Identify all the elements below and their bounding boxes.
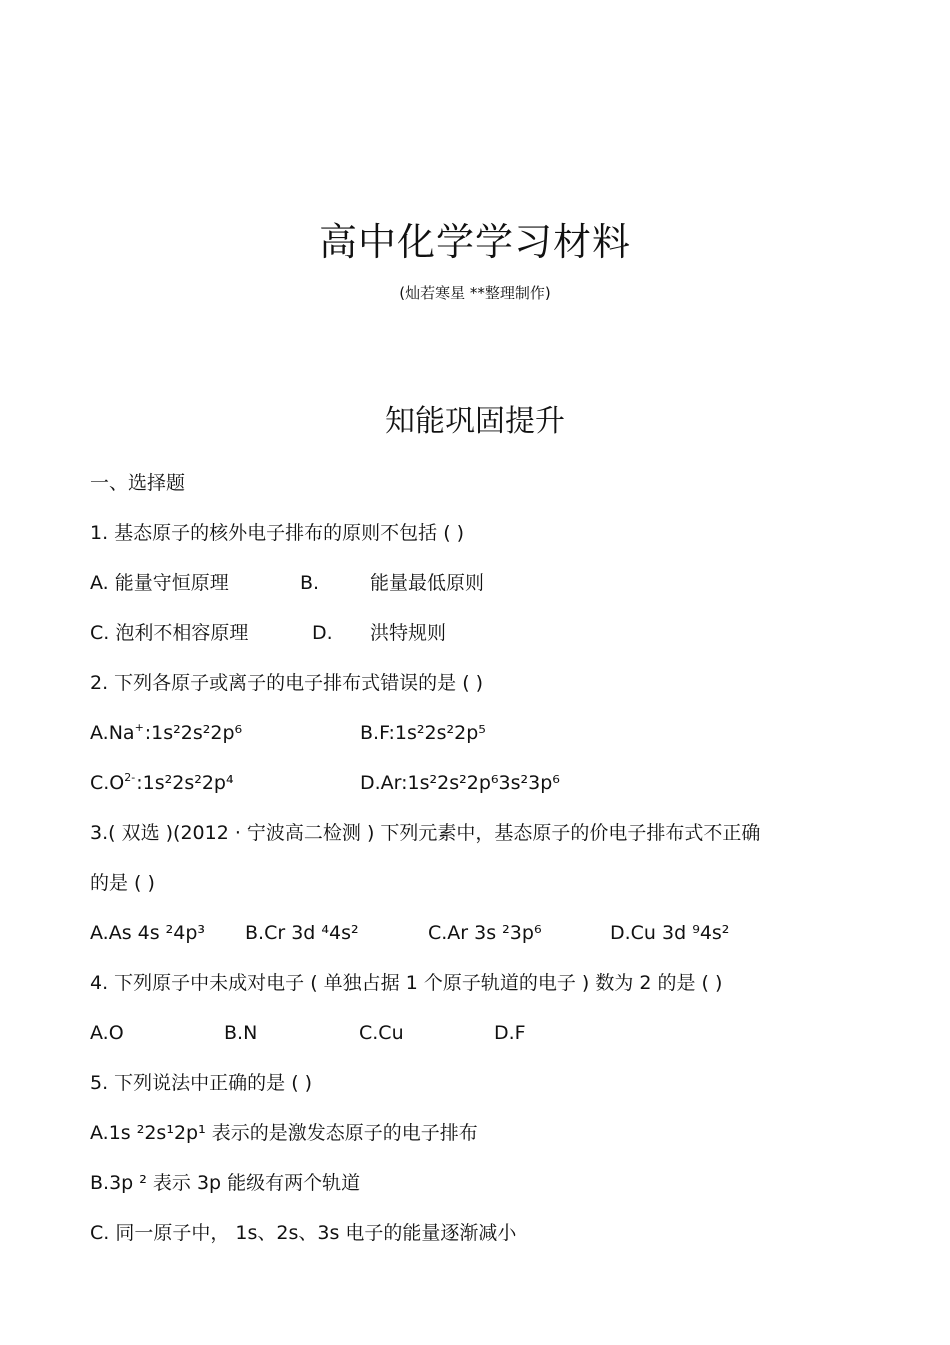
q2-c-config: :1s²2s²2p⁴ xyxy=(136,772,234,794)
q1-option-b-letter: B. xyxy=(300,572,320,594)
question-5-stem: 5. 下列说法中正确的是 ( ) xyxy=(90,1072,313,1094)
q3-option-d: D.Cu 3d ⁹4s² xyxy=(610,922,730,944)
part-label: 一、选择题 xyxy=(90,472,186,494)
q4-option-a: A.O xyxy=(90,1022,124,1044)
question-1-stem: 1. 基态原子的核外电子排布的原则不包括 ( ) xyxy=(90,522,465,544)
q2-option-a xyxy=(90,721,242,748)
q1-option-d-text: 洪特规则 xyxy=(370,622,447,644)
section-heading: 知能巩固提升 xyxy=(385,404,565,439)
q2-c-ion: C.O xyxy=(90,772,125,794)
q2-a-charge: + xyxy=(134,721,144,734)
q4-option-b: B.N xyxy=(224,1022,258,1044)
q4-option-d: D.F xyxy=(494,1022,526,1044)
q2-option-c xyxy=(90,771,234,798)
q2-a-config: :1s²2s²2p⁶ xyxy=(144,722,243,744)
page-subtitle: (灿若寒星 **整理制作) xyxy=(399,284,551,302)
q5-option-b: B.3p ² 表示 3p 能级有两个轨道 xyxy=(90,1172,361,1194)
q2-c-charge: 2- xyxy=(124,771,136,784)
q3-option-b: B.Cr 3d ⁴4s² xyxy=(245,922,359,944)
question-3-stem-line2: 的是 ( ) xyxy=(90,872,155,894)
q2-option-d: D.Ar:1s²2s²2p⁶3s²3p⁶ xyxy=(360,772,560,794)
q4-option-c: C.Cu xyxy=(359,1022,404,1044)
question-3-stem-line1: 3.( 双选 )(2012 · 宁波高二检测 ) 下列元素中，基态原子的价电子排布式不正确 xyxy=(90,822,761,844)
q5-option-c: C. 同一原子中， 1s、2s、3s 电子的能量逐渐减小 xyxy=(90,1222,517,1244)
q1-option-a: A. 能量守恒原理 xyxy=(90,572,229,594)
q2-option-b: B.F:1s²2s²2p⁵ xyxy=(360,722,486,744)
q1-option-b-text: 能量最低原则 xyxy=(370,572,485,594)
question-4-stem: 4. 下列原子中未成对电子 ( 单独占据 1 个原子轨道的电子 ) 数为 2 的是 ( ) xyxy=(90,972,723,994)
q3-option-a: A.As 4s ²4p³ xyxy=(90,922,206,944)
q2-a-ion: A.Na xyxy=(90,722,135,744)
q5-option-a: A.1s ²2s¹2p¹ 表示的是激发态原子的电子排布 xyxy=(90,1122,478,1144)
q1-option-d-letter: D. xyxy=(312,622,333,644)
q3-option-c: C.Ar 3s ²3p⁶ xyxy=(428,922,542,944)
page-title: 高中化学学习材料 xyxy=(318,220,631,264)
question-2-stem: 2. 下列各原子或离子的电子排布式错误的是 ( ) xyxy=(90,672,484,694)
q1-option-c: C. 泡利不相容原理 xyxy=(90,622,249,644)
